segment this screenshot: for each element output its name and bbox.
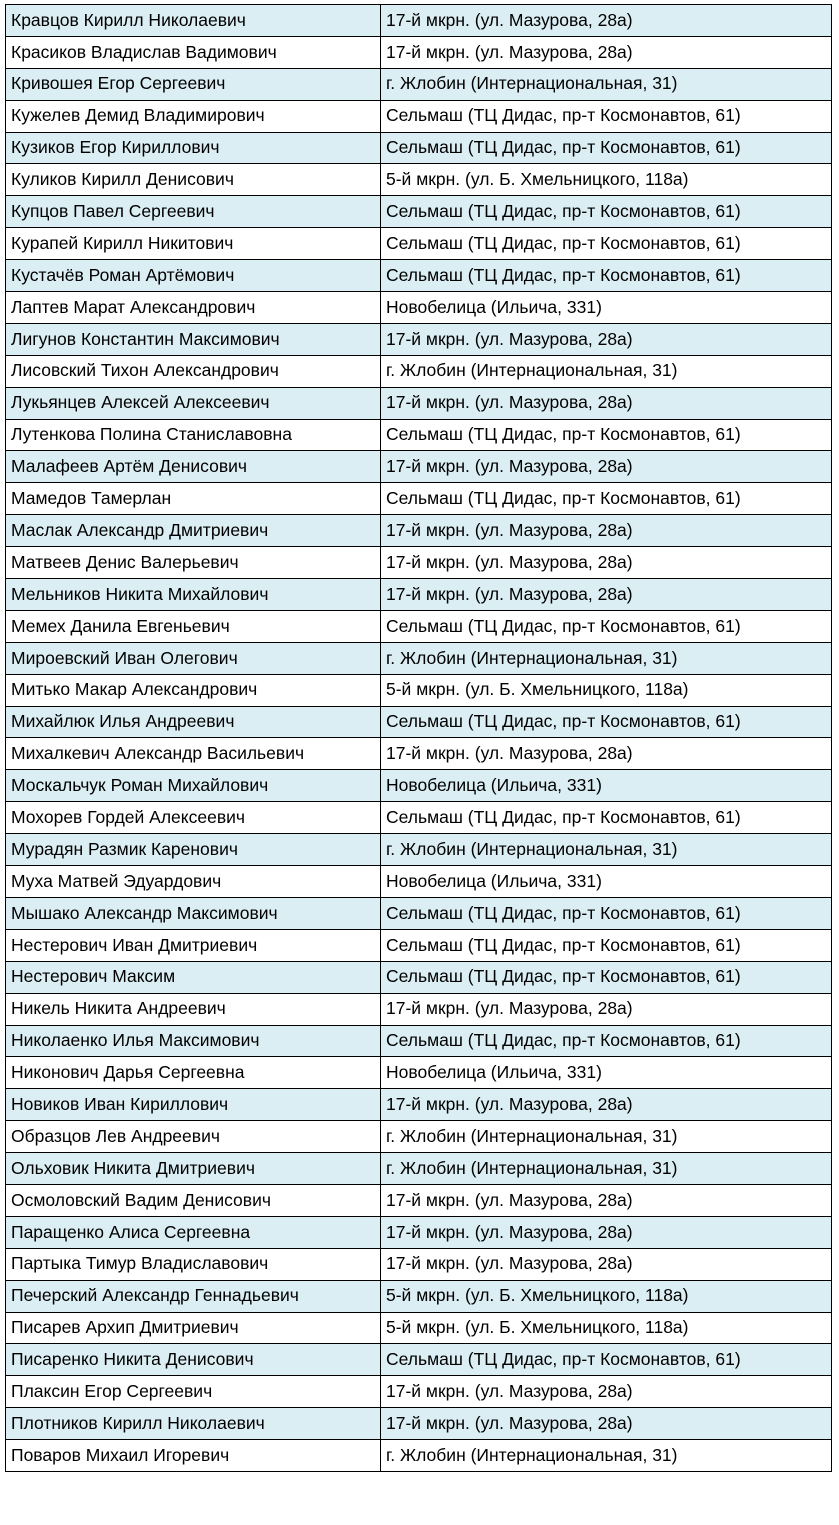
location-cell: Новобелица (Ильича, 331) xyxy=(381,770,832,802)
location-cell: 17-й мкрн. (ул. Мазурова, 28а) xyxy=(381,1376,832,1408)
location-cell: Сельмаш (ТЦ Дидас, пр-т Космонавтов, 61) xyxy=(381,1025,832,1057)
location-cell: 17-й мкрн. (ул. Мазурова, 28а) xyxy=(381,1216,832,1248)
table-row xyxy=(6,196,832,228)
student-name-cell: Ольховик Никита Дмитриевич xyxy=(6,1153,381,1185)
student-name-cell: Николаенко Илья Максимович xyxy=(6,1025,381,1057)
location-cell: 5-й мкрн. (ул. Б. Хмельницкого, 118а) xyxy=(381,164,832,196)
table-row xyxy=(6,929,832,961)
student-name-cell: Михайлюк Илья Андреевич xyxy=(6,706,381,738)
table-row xyxy=(6,579,832,611)
table-row xyxy=(6,1376,832,1408)
student-name-cell: Красиков Владислав Вадимович xyxy=(6,36,381,68)
student-name-cell: Куликов Кирилл Денисович xyxy=(6,164,381,196)
table-row xyxy=(6,515,832,547)
table-row xyxy=(6,68,832,100)
location-cell: Сельмаш (ТЦ Дидас, пр-т Космонавтов, 61) xyxy=(381,961,832,993)
location-cell: Сельмаш (ТЦ Дидас, пр-т Космонавтов, 61) xyxy=(381,483,832,515)
table-row xyxy=(6,419,832,451)
student-name-cell: Лаптев Марат Александрович xyxy=(6,292,381,324)
location-cell: г. Жлобин (Интернациональная, 31) xyxy=(381,1121,832,1153)
location-cell: Новобелица (Ильича, 331) xyxy=(381,1057,832,1089)
student-name-cell: Печерский Александр Геннадьевич xyxy=(6,1280,381,1312)
location-cell: г. Жлобин (Интернациональная, 31) xyxy=(381,834,832,866)
table-row xyxy=(6,1025,832,1057)
location-cell: 17-й мкрн. (ул. Мазурова, 28а) xyxy=(381,1408,832,1440)
location-cell: 17-й мкрн. (ул. Мазурова, 28а) xyxy=(381,993,832,1025)
location-cell: 17-й мкрн. (ул. Мазурова, 28а) xyxy=(381,323,832,355)
student-name-cell: Малафеев Артём Денисович xyxy=(6,451,381,483)
student-name-cell: Лигунов Константин Максимович xyxy=(6,323,381,355)
table-row xyxy=(6,1153,832,1185)
student-name-cell: Курапей Кирилл Никитович xyxy=(6,228,381,260)
location-cell: Сельмаш (ТЦ Дидас, пр-т Космонавтов, 61) xyxy=(381,706,832,738)
student-name-cell: Кузиков Егор Кириллович xyxy=(6,132,381,164)
location-cell: г. Жлобин (Интернациональная, 31) xyxy=(381,355,832,387)
location-cell: Сельмаш (ТЦ Дидас, пр-т Космонавтов, 61) xyxy=(381,610,832,642)
student-name-cell: Лутенкова Полина Станиславовна xyxy=(6,419,381,451)
student-name-cell: Митько Макар Александрович xyxy=(6,674,381,706)
table-row xyxy=(6,802,832,834)
table-row xyxy=(6,36,832,68)
table-row xyxy=(6,993,832,1025)
location-cell: Новобелица (Ильича, 331) xyxy=(381,292,832,324)
location-cell: Сельмаш (ТЦ Дидас, пр-т Космонавтов, 61) xyxy=(381,132,832,164)
location-cell: г. Жлобин (Интернациональная, 31) xyxy=(381,642,832,674)
location-cell: 5-й мкрн. (ул. Б. Хмельницкого, 118а) xyxy=(381,1312,832,1344)
location-cell: Сельмаш (ТЦ Дидас, пр-т Космонавтов, 61) xyxy=(381,1344,832,1376)
student-name-cell: Кустачёв Роман Артёмович xyxy=(6,260,381,292)
student-name-cell: Мышако Александр Максимович xyxy=(6,897,381,929)
student-name-cell: Поваров Михаил Игоревич xyxy=(6,1440,381,1472)
student-name-cell: Мохорев Гордей Алексеевич xyxy=(6,802,381,834)
student-name-cell: Мурадян Размик Каренович xyxy=(6,834,381,866)
location-cell: 17-й мкрн. (ул. Мазурова, 28а) xyxy=(381,1248,832,1280)
table-row xyxy=(6,164,832,196)
location-cell: 17-й мкрн. (ул. Мазурова, 28а) xyxy=(381,515,832,547)
table-row xyxy=(6,1184,832,1216)
student-name-cell: Плаксин Егор Сергеевич xyxy=(6,1376,381,1408)
student-name-cell: Никель Никита Андреевич xyxy=(6,993,381,1025)
table-row xyxy=(6,1057,832,1089)
students-table-body xyxy=(6,5,832,1472)
student-name-cell: Никонович Дарья Сергеевна xyxy=(6,1057,381,1089)
table-row xyxy=(6,1216,832,1248)
student-name-cell: Лукьянцев Алексей Алексеевич xyxy=(6,387,381,419)
location-cell: 17-й мкрн. (ул. Мазурова, 28а) xyxy=(381,36,832,68)
table-row xyxy=(6,5,832,37)
student-name-cell: Мироевский Иван Олегович xyxy=(6,642,381,674)
location-cell: Сельмаш (ТЦ Дидас, пр-т Космонавтов, 61) xyxy=(381,419,832,451)
student-name-cell: Матвеев Денис Валерьевич xyxy=(6,547,381,579)
location-cell: г. Жлобин (Интернациональная, 31) xyxy=(381,1153,832,1185)
students-table xyxy=(5,4,832,1472)
table-row xyxy=(6,1089,832,1121)
location-cell: 17-й мкрн. (ул. Мазурова, 28а) xyxy=(381,1089,832,1121)
table-row xyxy=(6,1408,832,1440)
location-cell: 17-й мкрн. (ул. Мазурова, 28а) xyxy=(381,451,832,483)
location-cell: г. Жлобин (Интернациональная, 31) xyxy=(381,1440,832,1472)
table-row xyxy=(6,1440,832,1472)
student-name-cell: Образцов Лев Андреевич xyxy=(6,1121,381,1153)
location-cell: Сельмаш (ТЦ Дидас, пр-т Космонавтов, 61) xyxy=(381,897,832,929)
table-row xyxy=(6,642,832,674)
table-row xyxy=(6,1344,832,1376)
table-row xyxy=(6,674,832,706)
student-name-cell: Мамедов Тамерлан xyxy=(6,483,381,515)
location-cell: 17-й мкрн. (ул. Мазурова, 28а) xyxy=(381,5,832,37)
table-row xyxy=(6,866,832,898)
table-row xyxy=(6,387,832,419)
table-row xyxy=(6,1280,832,1312)
student-name-cell: Писаренко Никита Денисович xyxy=(6,1344,381,1376)
location-cell: Сельмаш (ТЦ Дидас, пр-т Космонавтов, 61) xyxy=(381,802,832,834)
location-cell: 17-й мкрн. (ул. Мазурова, 28а) xyxy=(381,579,832,611)
location-cell: 17-й мкрн. (ул. Мазурова, 28а) xyxy=(381,547,832,579)
location-cell: 17-й мкрн. (ул. Мазурова, 28а) xyxy=(381,738,832,770)
table-row xyxy=(6,260,832,292)
student-name-cell: Купцов Павел Сергеевич xyxy=(6,196,381,228)
location-cell: Сельмаш (ТЦ Дидас, пр-т Космонавтов, 61) xyxy=(381,196,832,228)
location-cell: Новобелица (Ильича, 331) xyxy=(381,866,832,898)
student-name-cell: Мельников Никита Михайлович xyxy=(6,579,381,611)
student-name-cell: Кривошея Егор Сергеевич xyxy=(6,68,381,100)
table-row xyxy=(6,961,832,993)
table-row xyxy=(6,228,832,260)
student-name-cell: Лисовский Тихон Александрович xyxy=(6,355,381,387)
location-cell: Сельмаш (ТЦ Дидас, пр-т Космонавтов, 61) xyxy=(381,228,832,260)
table-row xyxy=(6,897,832,929)
location-cell: г. Жлобин (Интернациональная, 31) xyxy=(381,68,832,100)
student-name-cell: Новиков Иван Кириллович xyxy=(6,1089,381,1121)
location-cell: 17-й мкрн. (ул. Мазурова, 28а) xyxy=(381,387,832,419)
table-row xyxy=(6,770,832,802)
table-row xyxy=(6,1248,832,1280)
table-row xyxy=(6,100,832,132)
table-row xyxy=(6,323,832,355)
student-name-cell: Михалкевич Александр Васильевич xyxy=(6,738,381,770)
student-name-cell: Маслак Александр Дмитриевич xyxy=(6,515,381,547)
table-row xyxy=(6,132,832,164)
location-cell: Сельмаш (ТЦ Дидас, пр-т Космонавтов, 61) xyxy=(381,260,832,292)
location-cell: 5-й мкрн. (ул. Б. Хмельницкого, 118а) xyxy=(381,674,832,706)
student-name-cell: Кужелев Демид Владимирович xyxy=(6,100,381,132)
table-row xyxy=(6,292,832,324)
student-name-cell: Осмоловский Вадим Денисович xyxy=(6,1184,381,1216)
table-row xyxy=(6,834,832,866)
student-name-cell: Мемех Данила Евгеньевич xyxy=(6,610,381,642)
student-name-cell: Кравцов Кирилл Николаевич xyxy=(6,5,381,37)
student-name-cell: Писарев Архип Дмитриевич xyxy=(6,1312,381,1344)
table-row xyxy=(6,1121,832,1153)
table-row xyxy=(6,547,832,579)
student-name-cell: Москальчук Роман Михайлович xyxy=(6,770,381,802)
table-row xyxy=(6,1312,832,1344)
table-row xyxy=(6,483,832,515)
location-cell: Сельмаш (ТЦ Дидас, пр-т Космонавтов, 61) xyxy=(381,100,832,132)
table-row xyxy=(6,355,832,387)
table-row xyxy=(6,738,832,770)
location-cell: Сельмаш (ТЦ Дидас, пр-т Космонавтов, 61) xyxy=(381,929,832,961)
student-name-cell: Плотников Кирилл Николаевич xyxy=(6,1408,381,1440)
location-cell: 5-й мкрн. (ул. Б. Хмельницкого, 118а) xyxy=(381,1280,832,1312)
table-row xyxy=(6,706,832,738)
student-name-cell: Паращенко Алиса Сергеевна xyxy=(6,1216,381,1248)
student-name-cell: Муха Матвей Эдуардович xyxy=(6,866,381,898)
student-name-cell: Партыка Тимур Владиславович xyxy=(6,1248,381,1280)
location-cell: 17-й мкрн. (ул. Мазурова, 28а) xyxy=(381,1184,832,1216)
table-row xyxy=(6,451,832,483)
student-name-cell: Нестерович Максим xyxy=(6,961,381,993)
student-name-cell: Нестерович Иван Дмитриевич xyxy=(6,929,381,961)
table-row xyxy=(6,610,832,642)
